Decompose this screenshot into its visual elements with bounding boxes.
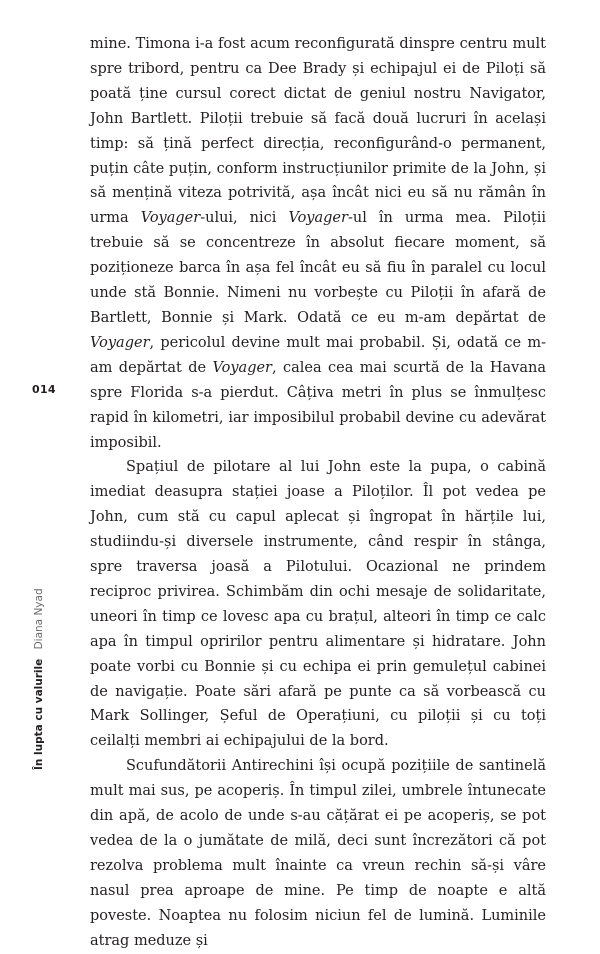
text-run: , calea cea mai scurtă de la Havana spre Florida s-a pierdut. Câțiva metri în plus se înmulțesc rapid în kilometri, iar imposibilul probabil devine cu adevărat imposibil. bbox=[90, 359, 546, 451]
text-run: mine. Timona i-a fost acum reconfigurată dinspre centru mult spre tribord, pentru ca Dee Brady și echipajul ei de Piloți să poată ține cursul corect dictat de geniul nostru Navigator, John Bartlett. Piloții trebuie să facă două lucruri în același timp: să țină perfect direcția, reconfigurând-o permanent, puțin câte puțin, conform instrucțiunilor primite de la John, și să mențină viteza potrivită, așa încât nici eu să nu rămân în urma bbox=[90, 36, 546, 227]
paragraph: Scufundătorii Antirechini își ocupă pozițiile de santinelă mult mai sus, pe acoperiș. În timpul zilei, umbrele întunecate din apă, de acolo de unde s-au cățărat ei pe acoperiș, se pot vedea de la o jumătate de milă, deci sunt încrezători că pot rezolva problema mult înainte ca vreun rechin să-și vâre nasul prea aproape de mine. Pe timp de noapte e altă poveste. Noaptea nu folosim niciun fel de lumină. Luminile atrag meduze și bbox=[90, 758, 546, 949]
text-run: -ului, nici bbox=[200, 210, 289, 227]
italic-ship-name: Voyager bbox=[212, 359, 272, 376]
paragraph: Spațiul de pilotare al lui John este la pupa, o cabină imediat deasupra stației joase a Piloților. Îl pot vedea pe John, cum stă cu capul aplecat și îngropat în hărțile lui, studiindu-și diversele instrumente, când respir în stânga, spre traversa joasă a Pilotului. Ocazional ne prindem reciproc privirea. Schimbăm din ochi mesaje de solidaritate, uneori în timp ce lovesc apa cu brațul, alteori în timp ce calc apa în timpul opririlor pentru alimentare și hidratare. John poate vorbi cu Bonnie și cu echipa ei prin gemulețul cabinei de navigație. Poate sări afară pe punte ca să vorbească cu Mark Sollinger, Șeful de Operațiuni, cu piloții și cu toți ceilalți membri ai echipajului de la bord. bbox=[90, 459, 546, 750]
text-run: -ul în urma mea. Piloții trebuie să se concentreze în absolut fiecare moment, să poziționeze barca în așa fel încât eu să fiu în paralel cu locul unde stă Bonnie. Nimeni nu vorbește cu Piloții în afară de Bartlett, Bonnie și Mark. Odată ce eu m-am depărtat de bbox=[90, 210, 546, 326]
page-number: 014 bbox=[32, 383, 56, 396]
text-run: , pericolul devine mult mai probabil. Și, odată ce m-am depărtat de bbox=[90, 334, 546, 376]
paragraph bbox=[90, 32, 546, 455]
italic-ship-name: Voyager bbox=[90, 334, 150, 351]
book-title: În lupta cu valurile bbox=[33, 658, 45, 770]
italic-ship-name: Voyager bbox=[140, 210, 201, 227]
running-footer bbox=[33, 588, 45, 770]
italic-ship-name: Voyager bbox=[288, 210, 348, 227]
body-text bbox=[90, 32, 546, 954]
author-name: Diana Nyad bbox=[33, 588, 45, 650]
